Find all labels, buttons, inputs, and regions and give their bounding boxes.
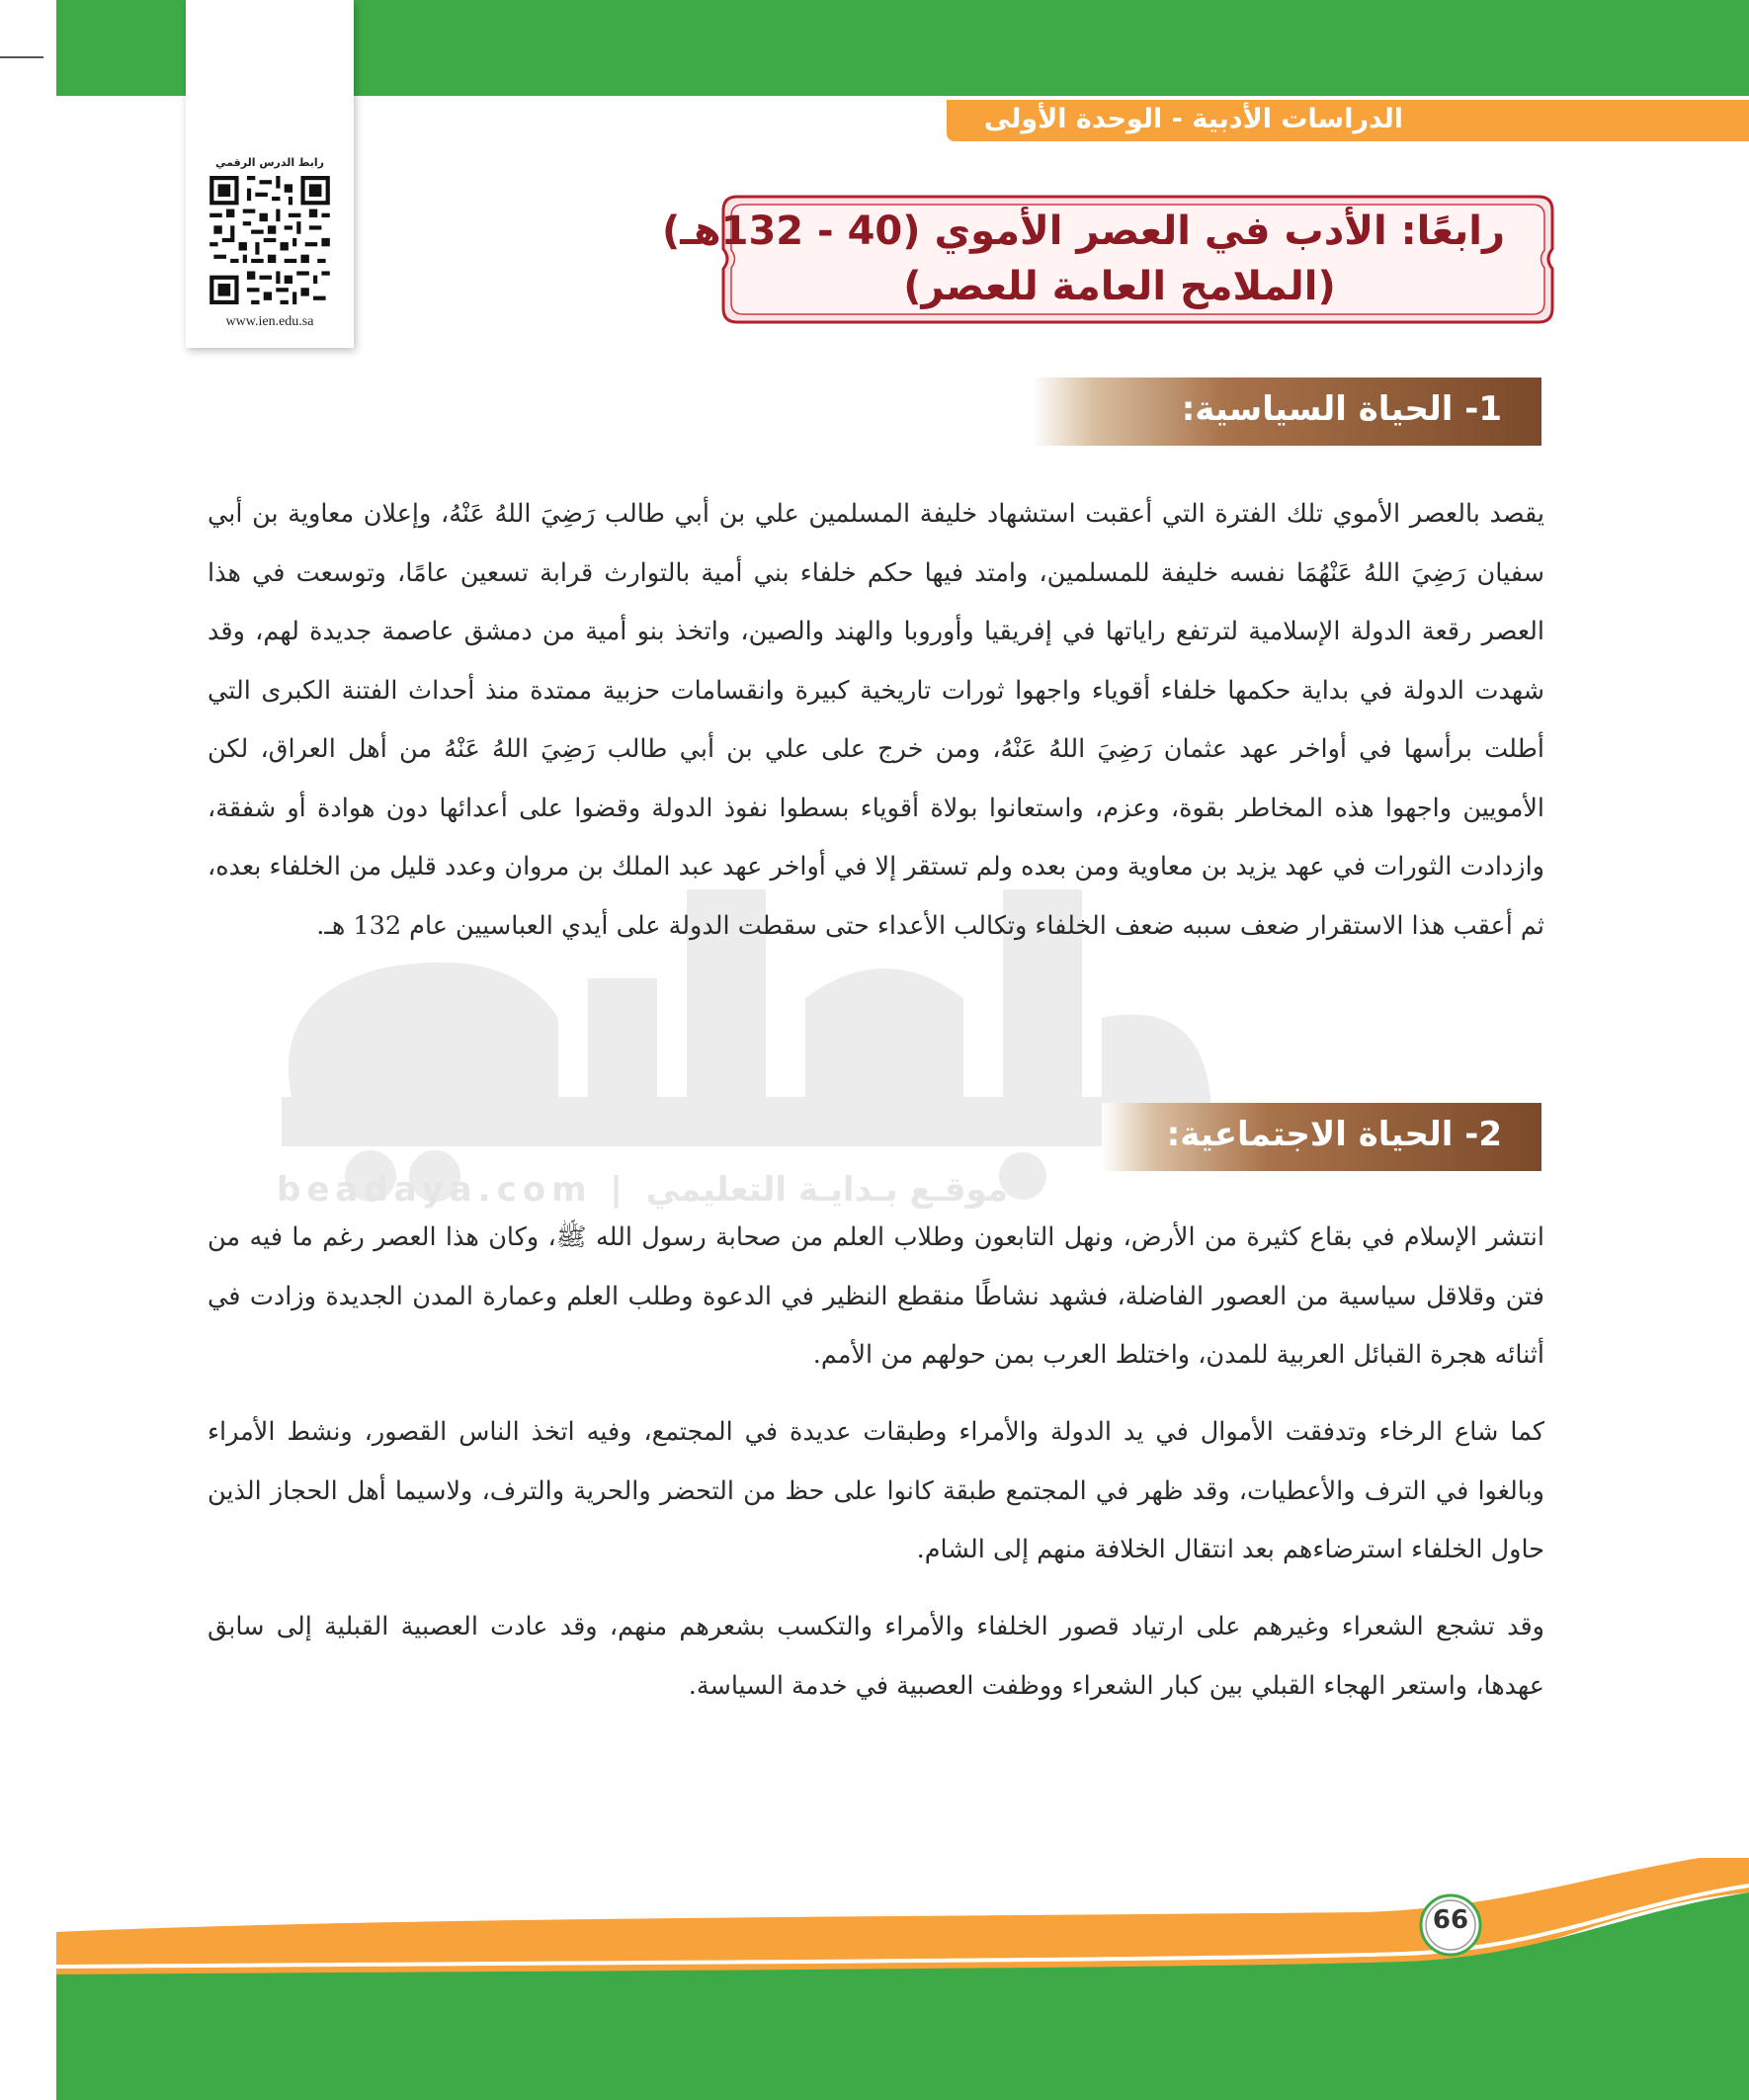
paragraph: وقد تشجع الشعراء وغيرهم على ارتياد قصور الخلفاء والأمراء والتكسب بشعرهم منهم، وقد عادت العصبية القبلية إلى سابق عهدها، واستعر الهجاء القبلي بين كبار الشعراء ووظفت العصبية في خدمة السياسة. [208, 1612, 1544, 1701]
paragraph: كما شاع الرخاء وتدفقت الأموال في يد الدولة والأمراء وطبقات عديدة في المجتمع، وفيه اتخذ الناس القصور، ونشط الأمراء وبالغوا في الترف والأعطيات، وقد ظهر في المجتمع طبقة كانوا على حظ من التحضر والحرية والترف، ولاسيما أهل الحجاز الذين حاول الخلفاء استرضاءهم بعد انتقال الخلافة منهم إلى الشام. [208, 1417, 1544, 1564]
title-line-2: (الملامح العامة للعصر) [903, 264, 1336, 309]
footer-band [0, 1858, 1749, 2100]
unit-label: الدراسات الأدبية - الوحدة الأولى [983, 104, 1403, 134]
section-heading-label: 2- الحياة الاجتماعية: [1166, 1115, 1502, 1154]
title-line-1: رابعًا: الأدب في العصر الأموي (40 - 132هـ) [661, 209, 1505, 254]
section-heading-political [1033, 378, 1541, 446]
section-heading-social [1102, 1103, 1541, 1171]
qr-label: رابط الدرس الرقمي [215, 156, 324, 169]
unit-tab [947, 100, 1749, 141]
qr-code-icon[interactable] [209, 176, 330, 304]
paragraph: انتشر الإسلام في بقاع كثيرة من الأرض، ونهل التابعون وطلاب العلم من صحابة رسول الله ﷺ، وكان هذا العصر رغم ما فيه من فتن وقلاقل سياسية من العصور الفاضلة، فشهد نشاطًا منقطع النظير في الدعوة وطلب العلم وعمارة المدن الجديدة وزادت في أثنائه هجرة القبائل العربية للمدن، واختلط العرب بمن حولهم من الأمم. [208, 1222, 1544, 1370]
section-heading-label: 1- الحياة السياسية: [1181, 389, 1502, 429]
qr-card[interactable] [186, 0, 354, 348]
paragraph: يقصد بالعصر الأموي تلك الفترة التي أعقبت استشهاد خليفة المسلمين علي بن أبي طالب رَضِيَ اللهُ عَنْهُ، وإعلان معاوية بن أبي سفيان رَضِيَ اللهُ عَنْهُمَا نفسه خليفة للمسلمين، وامتد فيها حكم خلفاء بني أمية بالتوارث قرابة تسعين عامًا، وتوسعت في هذا العصر رقعة الدولة الإسلامية لترتفع راياتها في إفريقيا وأوروبا والهند والصين، واتخذ بنو أمية من دمشق عاصمة جديدة لهم، وقد شهدت الدولة في بداية حكمها خلفاء أقوياء واجهوا ثورات تاريخية كبيرة وانقسامات حزبية ممتدة منذ أحداث الفتنة الكبرى التي أطلت برأسها في أواخر عهد عثمان رَضِيَ اللهُ عَنْهُ، ومن خرج على علي بن أبي طالب رَضِيَ اللهُ عَنْهُ من أهل العراق، لكن الأمويين واجهوا هذه المخاطر بقوة، وعزم، واستعانوا بولاة أقوياء بسطوا نفوذ الدولة وقضوا على أعدائها دون هوادة أو شفقة، وازدادت الثورات في عهد يزيد بن معاوية ومن بعده ولم تستقر إلا في أواخر عهد عبد الملك بن مروان وعدد قليل من الخلفاء بعده، ثم أعقب هذا الاستقرار ضعف سببه ضعف الخلفاء وتكالب الأعداء حتى سقطت الدولة على أيدي العباسيين عام 132 هـ. [208, 499, 1544, 941]
qr-url: www.ien.edu.sa [225, 314, 314, 329]
crop-mark [0, 56, 43, 58]
watermark-text: beadaya.com | موقـع بـدايـة التعليمي [277, 1170, 1008, 1210]
lesson-title-box [661, 193, 1556, 326]
page-number: 66 [1432, 1905, 1469, 1935]
